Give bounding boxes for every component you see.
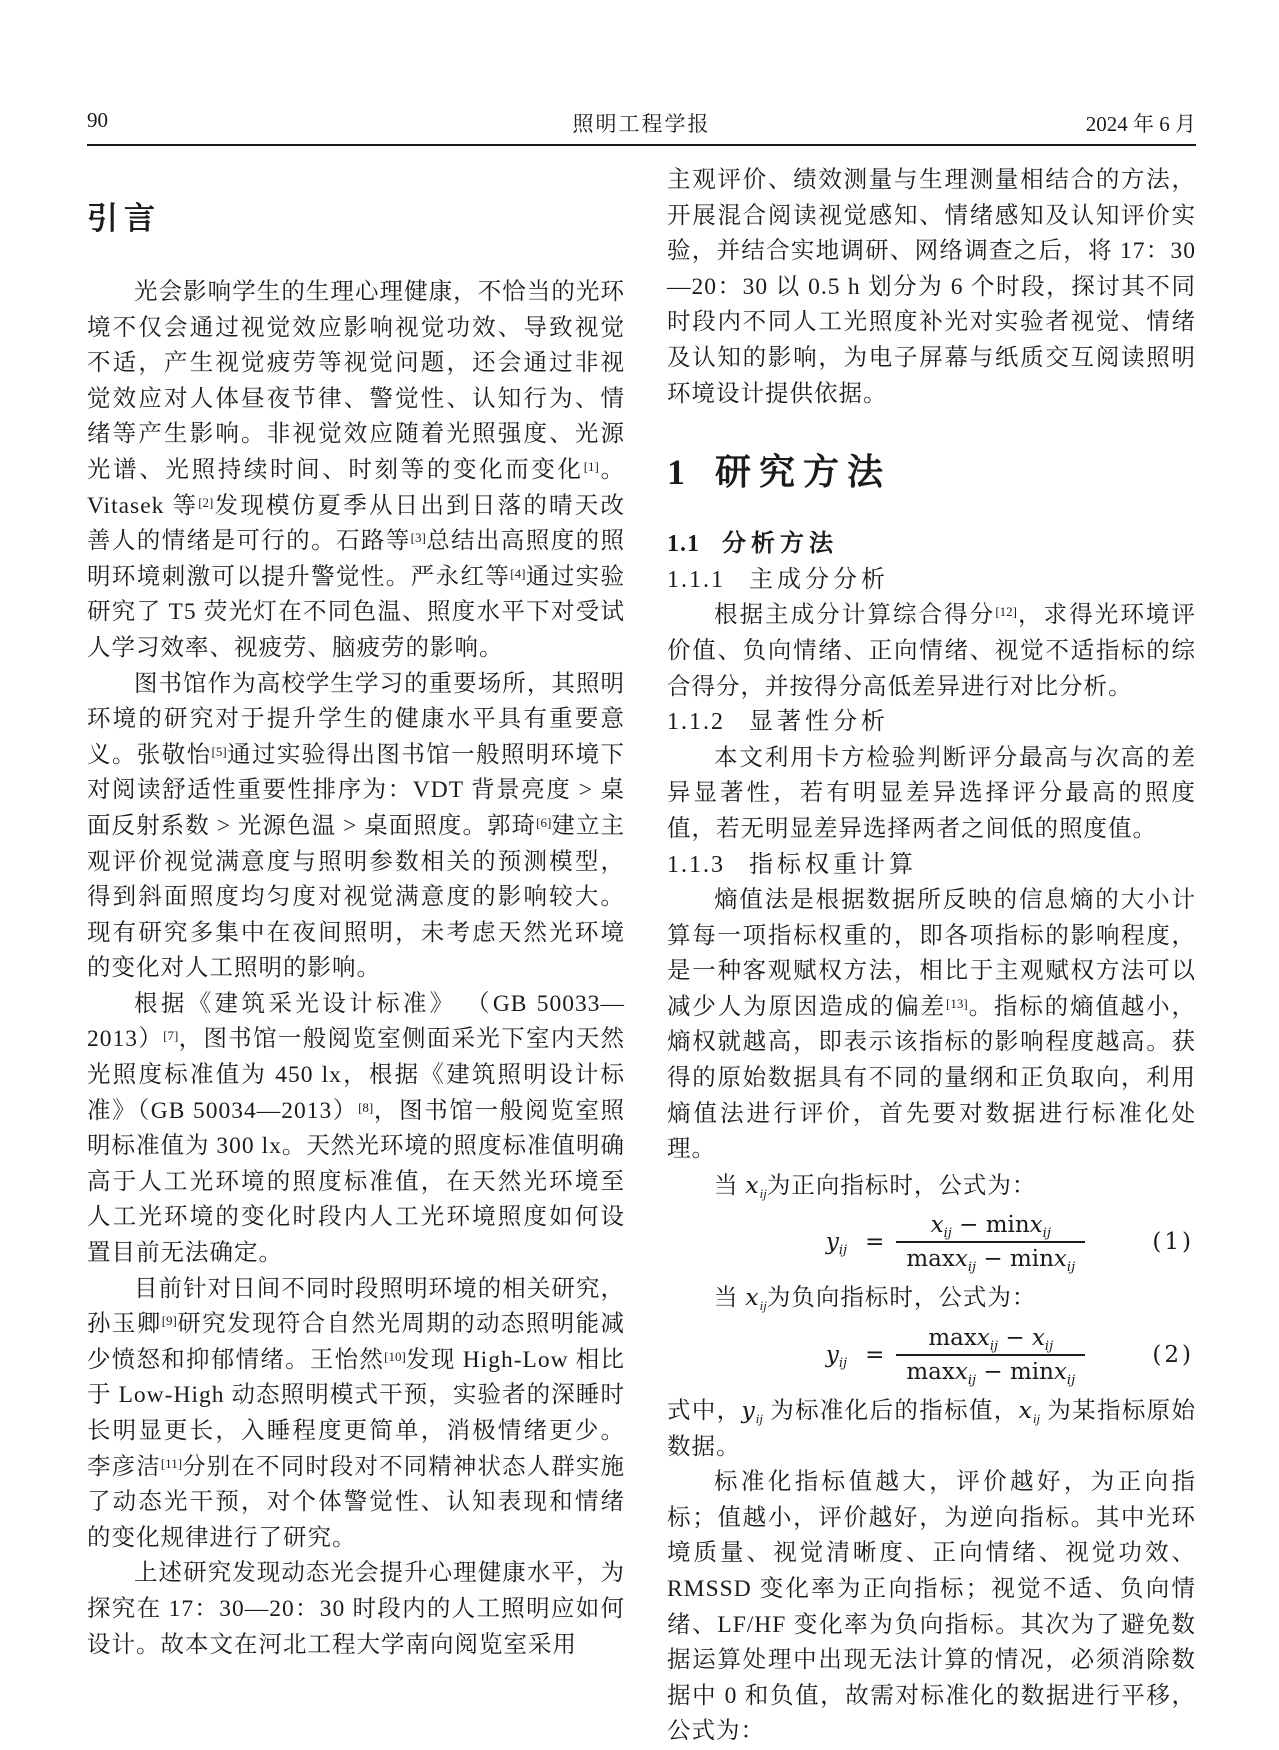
section-1-heading [667, 450, 1196, 494]
equation-lhs: $y_{ij}$ [825, 1342, 848, 1372]
equation-2 [667, 1320, 1196, 1390]
paragraph-where: 式中，$y_{ij}$ 为标准化后的指标值，$x_{ij}$ 为某指标原始数据。 [667, 1396, 1197, 1460]
paragraph-significance: 本文利用卡方检验判断评分最高与次高的差异显著性，若有明显差异选择评分最高的照度值，若无明显差异选择两者之间低的照度值。 [667, 744, 1196, 842]
denominator: maxx$_{ij}$ − minx$_{ij}$ [896, 1241, 1085, 1275]
section-1-1-number: 1.1 [667, 531, 700, 558]
equals-sign: = [865, 1342, 885, 1369]
section-1-1-1-title: 主成分分析 [749, 566, 889, 593]
fraction [896, 1322, 1085, 1388]
intro-paragraph-1: 光会影响学生的生理心理健康，不恰当的光环境不仅会通过视觉效应影响视觉功效、导致视觉不适，产生视觉疲劳等视觉问题，还会通过非视觉效应对人体昼夜节律、警觉性、认知行为、情绪等产生影响。非视觉效应随着光照强度、光源光谱、光照持续时间、时刻等的变化而变化[1]。Vitasek 等[2]发现模仿夏季从日出到日落的晴天改善人的情绪是可行的。石路等[3]总结出高照度的照明环境刺激可以提升警觉性。严永红等[4]通过实验研究了 T5 荧光灯在不同色温、照度水平下对受试人学习效率、视疲劳、脑疲劳的影响。 [87, 279, 626, 661]
section-1-1-title: 分析方法 [722, 530, 838, 558]
paragraph-closing: 标准化指标值越大，评价越好，为正向指标；值越小，评价越好，为逆向指标。其中光环境质量、视觉清晰度、正向情绪、视觉功效、RMSSD 变化率为正向指标；视觉不适、负向情绪、LF/HF 变化率为负向指标。其次为了避免数据运算处理中出现无法计算的情况，必须消除数据中 0 和负值，故需对标准化的数据进行平移，公式为： [667, 1469, 1196, 1745]
formula-1-intro: 当 $x_{ij}$为正向指标时，公式为： [714, 1170, 1037, 1201]
section-1-title: 研究方法 [715, 451, 892, 493]
intro-paragraph-2: 图书馆作为高校学生学习的重要场所，其照明环境的研究对于提升学生的健康水平具有重要意义。张敬怡[5]通过实验得出图书馆一般照明环境下对阅读舒适性重要性排序为：VDT 背景亮度 > 桌面反射系数 > 光源色温 > 桌面照度。郭琦[6]建立主观评价视觉满意度与照明参数相关的预测模型，得到斜面照度均匀度对视觉满意度的影响较大。现有研究多集中在夜间照明，未考虑天然光环境的变化对人工照明的影响。 [87, 670, 626, 982]
right-column [667, 163, 1196, 1750]
header-rule [87, 144, 1196, 146]
equation-2-number: (2) [1152, 1342, 1194, 1369]
issue-date: 2024 年 6 月 [1085, 112, 1196, 136]
section-1-1-1-number: 1.1.1 [667, 566, 725, 593]
intro-paragraph-3: 根据《建筑采光设计标准》 （GB 50033—2013）[7]，图书馆一般阅览室侧面采光下室内天然光照度标准值为 450 lx，根据《建筑照明设计标准》（GB 50034—2013）[8]，图书馆一般阅览室照明标准值为 300 lx。天然光环境的照度标准值明确高于人工光环境的照度标准值，在天然光环境至人工光环境的变化时段内人工光环境照度如何设置目前无法确定。 [87, 990, 626, 1267]
intro-paragraph-4: 目前针对日间不同时段照明环境的相关研究，孙玉卿[9]研究发现符合自然光周期的动态照明能减少愤怒和抑郁情绪。王怡然[10]发现 High-Low 相比于 Low-High 动态照明模式干预，实验者的深睡时长明显更长，入睡程度更简单，消极情绪更少。李彦洁[11]分别在不同时段对不同精神状态人群实施了动态光干预，对个体警觉性、认知表现和情绪的变化规律进行了研究。 [87, 1275, 626, 1551]
intro-paragraph-5: 上述研究发现动态光会提升心理健康水平，为探究在 17：30—20：30 时段内的人工照明应如何设计。故本文在河北工程大学南向阅览室采用 [87, 1560, 625, 1658]
section-1-1-3-heading [667, 848, 1196, 884]
paragraph-entropy: 熵值法是根据数据所反映的信息熵的大小计算每一项指标权重的，即各项指标的影响程度，是一种客观赋权方法，相比于主观赋权方法可以减少人为原因造成的偏差[13]。指标的熵值越小，熵权就越高，即表示该指标的影响程度越高。获得的原始数据具有不同的量纲和正负取向，利用熵值法进行评价，首先要对数据进行标准化处理。 [667, 887, 1197, 1163]
section-1-1-heading [667, 526, 1196, 563]
numerator: $\max x_{ij} - x_{ij}$ [928, 1325, 1054, 1355]
equation-1 [667, 1207, 1196, 1277]
equation-lhs: $y_{ij}$ [825, 1229, 848, 1259]
section-1-1-3-title: 指标权重计算 [749, 851, 917, 878]
formula-2-intro: 当 $x_{ij}$为负向指标时，公式为： [714, 1283, 1037, 1314]
numerator: $x_{ij} - \min x_{ij}$ [930, 1212, 1051, 1242]
left-column [87, 203, 625, 1663]
section-1-number: 1 [667, 452, 685, 493]
section-1-1-2-title: 显著性分析 [749, 709, 889, 736]
page-number: 90 [87, 108, 108, 132]
paragraph-pca: 根据主成分计算综合得分[12]，求得光环境评价值、负向情绪、正向情绪、视觉不适指标的综合得分，并按得分高低差异进行对比分析。 [667, 602, 1197, 700]
intro-heading: 引言 [87, 201, 161, 236]
equation-1-number: (1) [1152, 1229, 1194, 1256]
journal-title: 照明工程学报 [572, 112, 711, 136]
equation-2-expression [826, 1322, 1085, 1388]
section-1-1-3-number: 1.1.3 [667, 851, 725, 878]
fraction [896, 1209, 1085, 1275]
section-1-1-2-number: 1.1.2 [667, 709, 725, 736]
equation-1-expression [826, 1209, 1085, 1275]
continuation-paragraph: 主观评价、绩效测量与生理测量相结合的方法，开展混合阅读视觉感知、情绪感知及认知评价实验，并结合实地调研、网络调查之后，将 17：30—20：30 以 0.5 h 划分为 6 个时段，探讨其不同时段内不同人工光照度补光对实验者视觉、情绪及认知的影响，为电子屏幕与纸质交互阅读照明环境设计提供依据。 [667, 167, 1196, 407]
section-1-1-2-heading [667, 705, 1196, 741]
denominator: maxx$_{ij}$ − minx$_{ij}$ [896, 1354, 1085, 1388]
equals-sign: = [865, 1229, 885, 1256]
section-1-1-1-heading [667, 563, 1196, 599]
